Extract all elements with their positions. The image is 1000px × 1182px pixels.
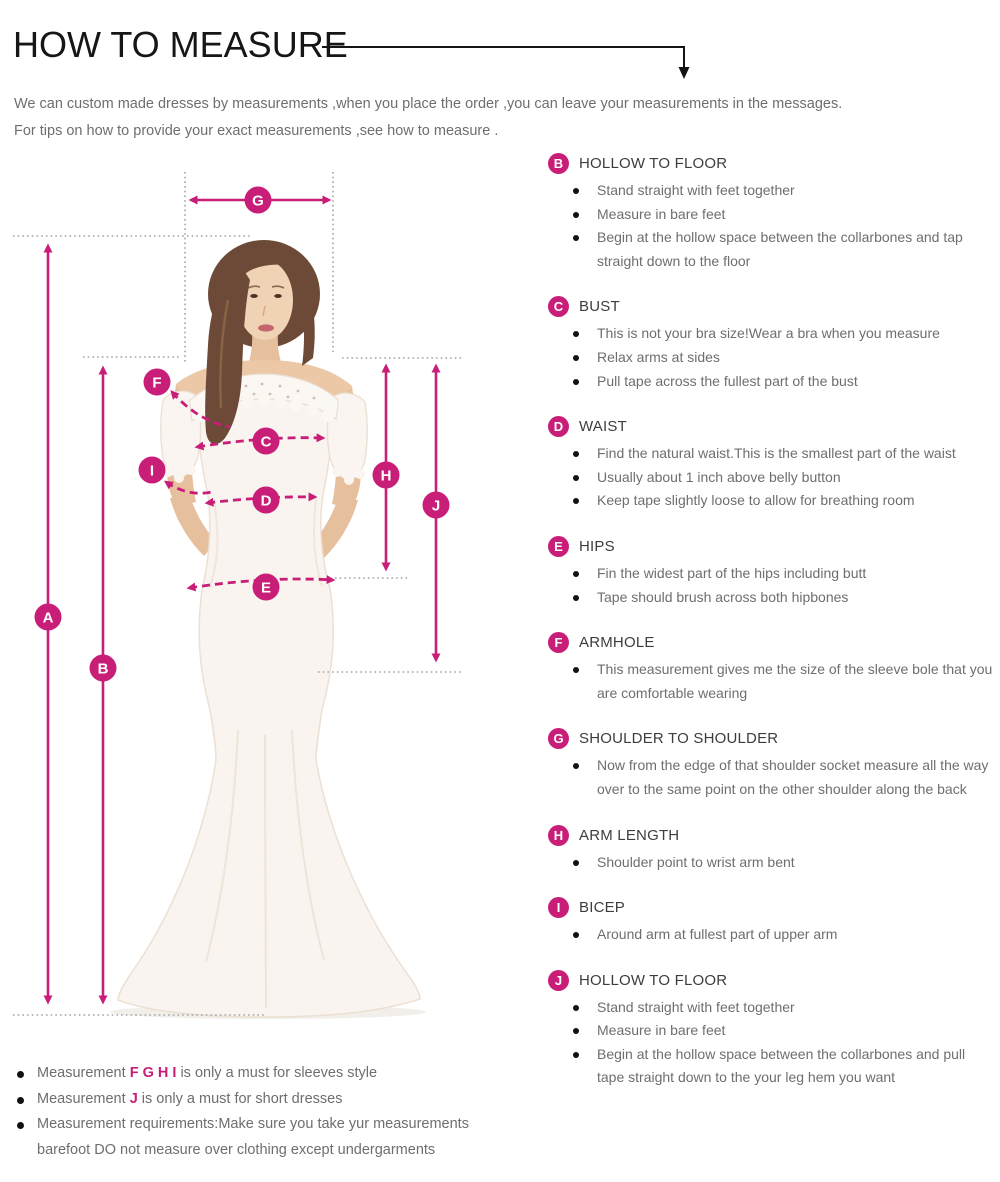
measure-section xyxy=(548,897,1000,947)
section-bullets xyxy=(548,562,1000,609)
bullet-item xyxy=(548,923,995,947)
section-heading xyxy=(548,153,1000,174)
section-bullets xyxy=(548,179,1000,273)
section-bullets xyxy=(548,658,1000,705)
section-title: WAIST xyxy=(579,418,627,436)
svg-text:J: J xyxy=(431,497,441,515)
section-bullets xyxy=(548,851,1000,875)
section-title: HOLLOW TO FLOOR xyxy=(579,971,728,989)
svg-text:F: F xyxy=(152,374,162,392)
bullet-item xyxy=(548,851,995,875)
note-text xyxy=(37,1112,477,1163)
svg-text:G: G xyxy=(252,192,264,210)
section-bullets xyxy=(548,442,1000,513)
bullet-text: Begin at the hollow space between the collarbones and tap straight down to the floor xyxy=(597,229,963,269)
marker-b xyxy=(90,655,117,682)
marker-h xyxy=(373,462,400,489)
bullet-text: Measure in bare feet xyxy=(597,1022,726,1039)
section-bullets xyxy=(548,322,1000,393)
section-title: ARM LENGTH xyxy=(579,826,680,844)
bullet-text: Relax arms at sides xyxy=(597,348,720,365)
svg-text:D: D xyxy=(260,492,272,510)
marker-c xyxy=(253,428,280,455)
section-title: BUST xyxy=(579,298,620,316)
note-segment: Measurement xyxy=(37,1090,130,1107)
bullet-text: Stand straight with feet together xyxy=(597,998,795,1015)
letter-badge: B xyxy=(548,153,569,174)
marker-f xyxy=(144,369,171,396)
note-text xyxy=(37,1087,342,1113)
bullet-text: Keep tape slightly loose to allow for breathing room xyxy=(597,492,915,509)
marker-i xyxy=(139,457,166,484)
svg-text:I: I xyxy=(149,462,155,480)
measure-section xyxy=(548,153,1000,273)
section-heading xyxy=(548,632,1000,653)
measure-section xyxy=(548,296,1000,393)
note-item xyxy=(14,1112,479,1163)
letter-badge: J xyxy=(548,970,569,991)
bullet-item xyxy=(548,658,995,705)
letter-badge: E xyxy=(548,536,569,557)
letter-badge: H xyxy=(548,825,569,846)
bullet-item xyxy=(548,442,995,466)
section-heading xyxy=(548,536,1000,557)
bullet-item xyxy=(548,996,995,1020)
marker-e xyxy=(253,574,280,601)
section-title: SHOULDER TO SHOULDER xyxy=(579,730,779,748)
measure-section xyxy=(548,416,1000,513)
bullet-text: Find the natural waist.This is the smallest part of the waist xyxy=(597,445,956,462)
model-illustration xyxy=(110,240,426,1019)
section-heading xyxy=(548,825,1000,846)
bullet-text: Shoulder point to wrist arm bent xyxy=(597,853,795,870)
bullet-item xyxy=(548,1019,995,1043)
section-title: HIPS xyxy=(579,537,615,555)
note-text xyxy=(37,1061,377,1087)
section-heading xyxy=(548,970,1000,991)
section-bullets xyxy=(548,754,1000,801)
marker-a xyxy=(35,604,62,631)
letter-badge: F xyxy=(548,632,569,653)
bullet-item xyxy=(548,586,995,610)
measurement-diagram xyxy=(0,150,520,1040)
bullet-text: Measure in bare feet xyxy=(597,205,726,222)
bullet-item xyxy=(548,1043,995,1090)
letter-badge: D xyxy=(548,416,569,437)
measure-section xyxy=(548,970,1000,1090)
svg-text:E: E xyxy=(260,579,272,597)
section-title: HOLLOW TO FLOOR xyxy=(579,155,728,172)
page-title: HOW TO MEASURE xyxy=(13,24,348,65)
bullet-text: Begin at the hollow space between the collarbones and pull tape straight down to the your leg hem you want xyxy=(597,1045,966,1086)
bullet-item xyxy=(548,489,995,513)
bullet-item xyxy=(548,226,995,273)
bullet-text: This measurement gives me the size of the sleeve bole that you are comfortable wearing xyxy=(597,661,993,701)
letter-badge: C xyxy=(548,296,569,317)
measure-section xyxy=(548,536,1000,609)
bullet-text: Tape should brush across both hipbones xyxy=(597,588,849,605)
bullet-text: Usually about 1 inch above belly button xyxy=(597,468,841,485)
bullet-item xyxy=(548,754,995,801)
section-heading xyxy=(548,728,1000,749)
note-item xyxy=(14,1087,479,1113)
bullet-item xyxy=(548,562,995,586)
note-accent-letters: F G H I xyxy=(129,1065,177,1081)
bullet-item xyxy=(548,179,995,203)
measurement-notes xyxy=(14,1061,484,1163)
section-title: ARMHOLE xyxy=(579,634,655,652)
bullet-text: Fin the widest part of the hips including butt xyxy=(597,564,867,581)
note-segment: Measurement xyxy=(37,1065,130,1081)
letter-badge: I xyxy=(548,897,569,918)
section-title: BICEP xyxy=(579,899,626,917)
note-item xyxy=(14,1061,479,1087)
bullet-text: This is not your bra size!Wear a bra when you measure xyxy=(597,325,940,342)
section-heading xyxy=(548,296,1000,317)
svg-text:C: C xyxy=(260,433,272,451)
intro-text xyxy=(14,91,954,145)
measure-section xyxy=(548,825,1000,875)
intro-line-1: We can custom made dresses by measurements ,when you place the order ,you can leave your measurements in the messages. xyxy=(14,96,843,112)
marker-j xyxy=(423,492,450,519)
measure-section xyxy=(548,728,1000,801)
note-accent-letters: J xyxy=(129,1090,138,1107)
svg-text:B: B xyxy=(97,660,109,678)
section-bullets xyxy=(548,923,1000,947)
bullet-item xyxy=(548,322,995,346)
svg-text:H: H xyxy=(380,467,392,485)
bullet-item xyxy=(548,346,995,370)
bullet-text: Pull tape across the fullest part of the bust xyxy=(597,372,858,389)
section-heading xyxy=(548,416,1000,437)
bullet-item xyxy=(548,466,995,490)
letter-badge: G xyxy=(548,728,569,749)
bullet-item xyxy=(548,203,995,227)
section-bullets xyxy=(548,996,1000,1090)
note-segment: is only a must for short dresses xyxy=(137,1090,343,1107)
measure-section xyxy=(548,632,1000,705)
note-segment: Measurement requirements:Make sure you take yur measurements barefoot DO not measure over clothing except undergarments xyxy=(37,1116,469,1158)
bullet-item xyxy=(548,370,995,394)
note-segment: is only a must for sleeves style xyxy=(176,1065,378,1081)
bullet-text: Now from the edge of that shoulder socket measure all the way over to the same point on the other shoulder along the back xyxy=(597,757,989,797)
measure-sections xyxy=(548,153,1000,1113)
bullet-text: Stand straight with feet together xyxy=(597,182,795,198)
marker-d xyxy=(253,487,280,514)
intro-line-2: For tips on how to provide your exact measurements ,see how to measure . xyxy=(14,123,499,139)
bullet-text: Around arm at fullest part of upper arm xyxy=(597,926,838,943)
marker-g xyxy=(245,187,272,214)
section-heading xyxy=(548,897,1000,918)
svg-text:A: A xyxy=(42,609,54,627)
